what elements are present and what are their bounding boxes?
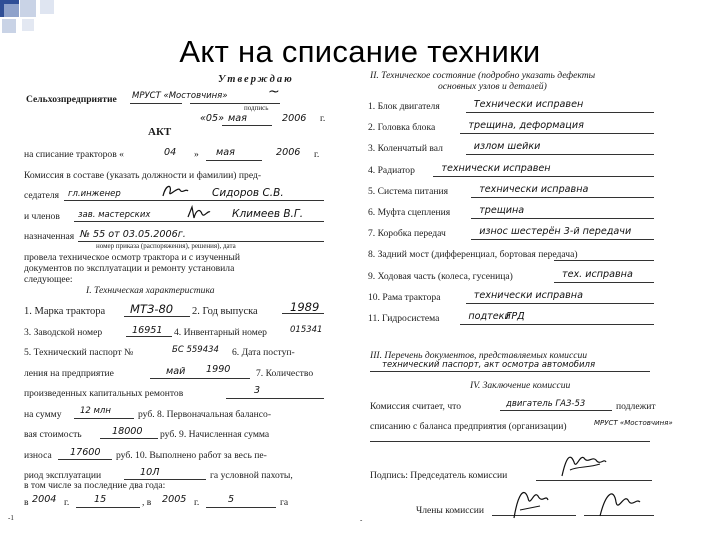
year-2: 2005 (162, 494, 187, 505)
year-2-underline (206, 507, 276, 508)
year-1-suffix: г. (64, 497, 70, 508)
approval-day: «05» (200, 113, 225, 124)
passport-number: БС 559434 (172, 345, 219, 355)
year-2-value: 5 (228, 494, 235, 505)
work-done-label: руб. 10. Выполнено работ за весь пе- (116, 450, 267, 461)
act-heading: АКТ (148, 126, 172, 138)
book-value: 18000 (112, 426, 143, 437)
depreciation-label: руб. 9. Начисленная сумма (160, 429, 270, 440)
defect-item-underline (460, 133, 654, 134)
appointed-prefix: назначенная (24, 231, 75, 242)
year-1-prefix: в (24, 497, 29, 508)
tractor-brand: МТЗ-80 (130, 302, 174, 316)
approval-word: Утверждаю (218, 74, 294, 85)
defect-item-underline (466, 112, 654, 113)
arrival-underline (150, 378, 250, 379)
year-label: 2. Год выпуска (192, 306, 258, 317)
conclusion-underline (500, 410, 612, 411)
defect-item-underline (471, 239, 654, 240)
defect-item-label: 4. Радиатор (368, 165, 415, 176)
book-value-underline (100, 438, 158, 439)
defect-item-underline (554, 282, 654, 283)
tractor-brand-label: 1. Марка трактора (24, 306, 106, 317)
repairs-sum-underline (74, 418, 134, 419)
write-off-organization: МРУСТ «Мостовчиня» (594, 419, 673, 427)
section-4-heading: IV. Заключение комиссии (470, 380, 571, 391)
act-date-quote: » (194, 149, 199, 160)
last-two-years-label: в том числе за последние два года: (24, 480, 166, 491)
defect-item-value: износ шестерён 3-й передачи (479, 226, 632, 237)
chairman-role: гл.инженер (68, 189, 121, 199)
repairs-underline (226, 398, 324, 399)
defect-item-underline (466, 154, 654, 155)
conclusion-value: двигатель ГАЗ-53 (506, 399, 586, 409)
year-underline (282, 313, 324, 314)
corner-mark-right: - (360, 516, 363, 524)
book-value-label: вая стоимость (24, 429, 82, 440)
act-date-prefix: на списание тракторов « (24, 149, 124, 160)
approval-month-underline (222, 125, 272, 126)
defect-item-value: Технически исправен (473, 99, 584, 110)
defect-item-label: 7. Коробка передач (368, 228, 446, 239)
order-reference: № 55 от 03.05.2006г. (80, 229, 186, 240)
chairman-name: Сидоров С.В. (212, 187, 284, 199)
factory-number-underline (126, 336, 172, 337)
write-off-label: списанию с баланса предприятия (организации) (370, 421, 567, 432)
members-prefix: и членов (24, 211, 60, 222)
act-date-suffix: г. (314, 149, 320, 160)
approval-stamp: ~ (268, 84, 280, 100)
year-2-suffix: г. (194, 497, 200, 508)
commission-line: Комиссия в составе (указать должности и фамилии) пред- (24, 170, 262, 181)
ploughing-label: га условной пахоты, (210, 470, 293, 481)
chairman-prefix: седателя (24, 190, 60, 201)
member-sign-scribble-1 (510, 484, 550, 522)
year-1: 2004 (32, 494, 57, 505)
section-2-heading-line-2: основных узлов и деталей) (438, 81, 547, 92)
act-date-year: 2006 (276, 147, 301, 158)
year-2-prefix: , в (142, 497, 152, 508)
year-1-value: 15 (94, 494, 107, 505)
operation-period-label: риод эксплуатации (24, 470, 102, 481)
section-1-heading: I. Техническая характеристика (86, 285, 215, 296)
year-1-underline (76, 507, 140, 508)
defect-item-underline (471, 218, 654, 219)
inspection-line-1: провела техническое осмотр трактора и с изученный (24, 252, 241, 263)
inventory-number: 015341 (290, 325, 323, 335)
act-date-day: 04 (164, 147, 177, 158)
inspection-line-3: следующее: (24, 274, 73, 285)
wear-value: 17600 (70, 447, 101, 458)
chairman-sign-scribble (556, 448, 608, 482)
org-underline (130, 103, 182, 104)
defect-item-label: 6. Муфта сцепления (368, 207, 451, 218)
defect-item-label: 1. Блок двигателя (368, 101, 440, 112)
defect-item-value: трещина (479, 205, 525, 216)
org-label: Сельхозпредприятие (26, 94, 117, 105)
wear-label: износа (24, 450, 52, 461)
approval-month: мая (228, 113, 247, 124)
documents-underline (370, 371, 650, 372)
initial-value-label: руб. 8. Первоначальная балансо- (138, 409, 272, 420)
documents-list: технический паспорт, акт осмотра автомобиля (382, 360, 596, 370)
section-3-heading: III. Перечень документов, представляемых комиссии (370, 350, 588, 361)
inspection-line-2: документов по эксплуатации и ремонту установила (24, 263, 235, 274)
act-date-month: мая (216, 147, 235, 158)
defect-item-value: трещина, деформация (468, 120, 584, 131)
chairman-underline (64, 200, 324, 201)
repairs-count-label: 7. Количество (256, 368, 314, 379)
defect-item-label: 10. Рама трактора (368, 292, 441, 303)
slide-title: Акт на списание техники (179, 34, 541, 69)
inventory-number-label: 4. Инвентарный номер (174, 327, 267, 338)
defect-item-value: технически исправна (479, 184, 589, 195)
defect-item-underline (466, 303, 654, 304)
chairman-signature-label: Подпись: Председатель комиссии (370, 470, 508, 481)
tractor-brand-underline (124, 316, 190, 317)
arrival-prefix: ления на предприятие (24, 368, 114, 379)
member-role: зав. мастерских (78, 210, 151, 220)
order-caption: номер приказа (распоряжения), решения), дата (96, 242, 236, 250)
members-signature-label: Члены комиссии (416, 505, 485, 516)
defect-item-underline (433, 176, 654, 177)
arrival-month: май (166, 366, 186, 377)
write-off-underline (370, 441, 650, 442)
approval-year: 2006 (282, 113, 307, 124)
repairs-sum-label: на сумму (24, 409, 62, 420)
defect-item-label: 9. Ходовая часть (колеса, гусеница) (368, 271, 513, 282)
arrival-year: 1990 (206, 364, 231, 375)
hectares-suffix: га (280, 497, 289, 508)
defect-item-value: излом шейки (473, 141, 541, 152)
corner-mark-left: -1 (8, 514, 14, 522)
defect-item-label: 11. Гидросистема (368, 313, 440, 324)
conclusion-suffix: подлежит (616, 401, 656, 412)
defect-item-value: технически исправна (473, 290, 583, 301)
defect-item-value: тех. исправна (562, 269, 633, 280)
repairs-count: 3 (254, 385, 261, 396)
org-value: МРУСТ «Мостовчиня» (132, 91, 228, 101)
defect-item-label: 5. Система питания (368, 186, 449, 197)
member-name: Климеев В.Г. (232, 208, 304, 220)
defect-item-label: 2. Головка блока (368, 122, 436, 133)
arrival-date-label: 6. Дата поступ- (232, 347, 295, 358)
manufacture-year: 1989 (290, 300, 320, 314)
defect-item-label: 8. Задний мост (дифференциал, бортовая передача) (368, 249, 578, 260)
act-date-underline (206, 160, 262, 161)
chairman-signature (160, 182, 190, 200)
defect-item-value: подтеки (468, 311, 511, 322)
member-sign-scribble-2 (596, 486, 642, 522)
factory-number: 16951 (132, 325, 163, 336)
member-signature (186, 204, 212, 222)
passport-label: 5. Технический паспорт № (24, 347, 134, 358)
wear-underline (58, 459, 112, 460)
approval-year-suffix: г. (320, 113, 326, 124)
factory-number-label: 3. Заводской номер (24, 327, 103, 338)
defect-item-label: 3. Коленчатый вал (368, 143, 443, 154)
repairs-sum: 12 млн (80, 406, 111, 416)
defect-item-extra: ГРД (506, 311, 525, 322)
defect-item-underline (460, 324, 654, 325)
defect-item-underline (471, 197, 654, 198)
conclusion-prefix: Комиссия считает, что (370, 401, 462, 412)
section-2-heading-line-1: II. Техническое состояние (подробно указать дефекты (370, 70, 596, 81)
repairs-prefix: произведенных капитальных ремонтов (24, 388, 184, 399)
signature-caption: подпись (244, 104, 269, 112)
defect-item-underline (554, 260, 654, 261)
operation-value: 10Л (140, 467, 160, 478)
defect-item-value: технически исправен (441, 163, 551, 174)
